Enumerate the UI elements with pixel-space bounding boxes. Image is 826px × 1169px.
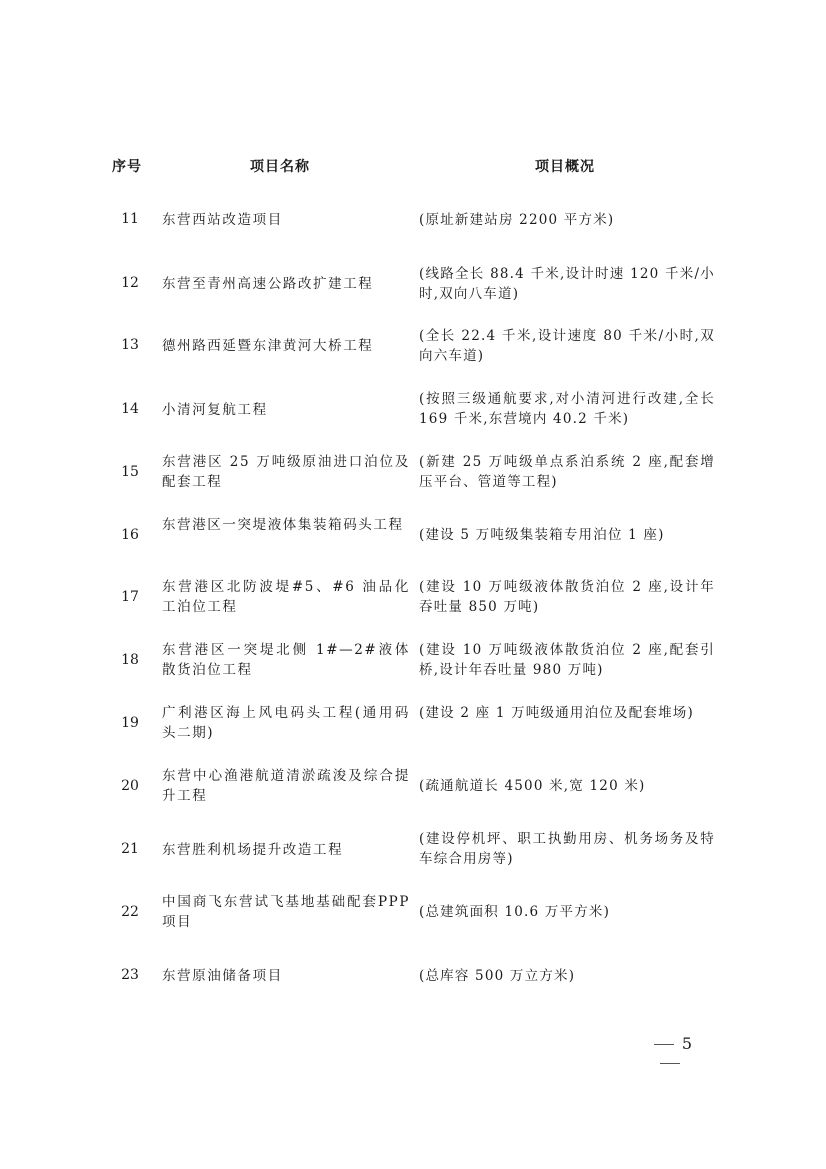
- project-name: 东营港区一突堤液体集装箱码头工程: [162, 517, 404, 533]
- page-number: [630, 1034, 710, 1072]
- project-name: 广利港区海上风电码头工程(通用码头二期): [162, 705, 410, 741]
- row-number: 18: [121, 652, 139, 668]
- page-number-value: 5: [681, 1034, 695, 1053]
- project-overview: (总库容 500 万立方米): [419, 968, 576, 984]
- project-overview: (总建筑面积 10.6 万平方米): [419, 904, 611, 920]
- project-overview: (建设 10 万吨级液体散货泊位 2 座,配套引桥,设计年吞吐量 980 万吨): [419, 642, 715, 678]
- project-name: 中国商飞东营试飞基地基础配套PPP 项目: [162, 894, 410, 930]
- project-overview: (建设 10 万吨级液体散货泊位 2 座,设计年吞吐量 850 万吨): [419, 579, 715, 615]
- project-overview: (疏通航道长 4500 米,宽 120 米): [419, 778, 646, 794]
- project-name: 东营港区一突堤北侧 1#—2#液体散货泊位工程: [162, 642, 410, 678]
- project-name: 东营西站改造项目: [162, 212, 283, 228]
- header-serial-number: 序号: [112, 159, 142, 175]
- row-number: 16: [121, 527, 139, 543]
- row-number: 19: [121, 715, 139, 731]
- project-overview: (按照三级通航要求,对小清河进行改建,全长 169 千米,东营境内 40.2 千米): [419, 391, 715, 427]
- project-name: 东营港区 25 万吨级原油进口泊位及配套工程: [162, 454, 410, 490]
- project-name: 东营胜利机场提升改造工程: [162, 842, 344, 858]
- project-name: 东营原油储备项目: [162, 968, 283, 984]
- project-overview: (建设 2 座 1 万吨级通用泊位及配套堆场): [419, 705, 694, 721]
- page-number-left-dash: [654, 1044, 674, 1045]
- project-overview: (新建 25 万吨级单点系泊系统 2 座,配套增压平台、管道等工程): [419, 454, 715, 490]
- row-number: 23: [121, 967, 139, 983]
- project-overview: (全长 22.4 千米,设计速度 80 千米/小时,双向六车道): [419, 328, 715, 364]
- project-overview: (建设 5 万吨级集装箱专用泊位 1 座): [419, 527, 665, 543]
- row-number: 20: [121, 778, 139, 794]
- project-overview: (建设停机坪、职工执勤用房、机务场务及特车综合用房等): [419, 831, 715, 867]
- project-name: 德州路西延暨东津黄河大桥工程: [162, 338, 374, 354]
- row-number: 17: [121, 589, 139, 605]
- row-number: 12: [121, 275, 139, 291]
- project-name: 东营港区北防波堤#5、#6 油品化工泊位工程: [162, 579, 410, 615]
- header-project-overview: 项目概况: [535, 159, 595, 175]
- row-number: 15: [121, 464, 139, 480]
- row-number: 22: [121, 904, 139, 920]
- row-number: 11: [121, 211, 139, 227]
- project-overview: (原址新建站房 2200 平方米): [419, 212, 615, 228]
- table-header: [0, 156, 826, 178]
- row-number: 13: [121, 337, 139, 353]
- row-number: 14: [121, 401, 139, 417]
- header-project-name: 项目名称: [250, 159, 310, 175]
- page-number-right-dash: [660, 1063, 680, 1064]
- project-name: 东营至青州高速公路改扩建工程: [162, 276, 374, 292]
- row-number: 21: [121, 841, 139, 857]
- project-overview: (线路全长 88.4 千米,设计时速 120 千米/小时,双向八车道): [419, 266, 715, 302]
- project-name: 东营中心渔港航道清淤疏浚及综合提升工程: [162, 768, 410, 804]
- project-name: 小清河复航工程: [162, 402, 268, 418]
